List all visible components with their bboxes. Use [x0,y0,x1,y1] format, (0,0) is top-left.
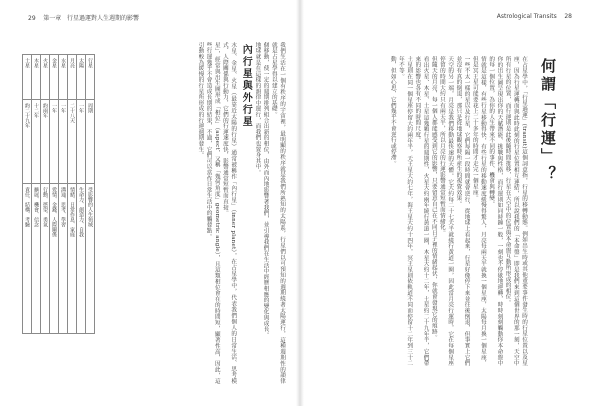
table-row [23,183,95,333]
right-paragraph: 情就是這樣，有些行星移動得快，有些行星的移動速度緩慢得驚人，月亮每兩天半就換一個星座，太陽每月換一個星座，但是冥王星可能要花上二十多年的時間才走完一個星座。 [471,56,486,366]
right-paragraph: 看出火星、木星、土星這幾顆行星的週期性，火星大約兩年繞行黃道一圈，木星大約十二年，土星約二十九年半，它們帶來的影響也各有不同的時間尺度。 [414,56,429,366]
right-paragraph: 天空的另一端，月亮是我們移動最快速的天體。它大約每二十七天半就繞行黃道一圈，因此當月亮行運時，它在每個星座停留的時間大約只有兩天半，所以月亮的行運影響通常短暫而情緒化。 [438,56,454,366]
table-cell: 土星 [23,55,32,100]
table-cell: 生命力、創造力、自我 [77,183,86,333]
table-cell: 木星 [32,55,41,100]
right-page-header [497,13,572,20]
table-cell: 火星 [41,55,50,100]
chapter-title: 行星過運對人生週期的影響 [67,15,140,22]
table-cell: 十二年 [32,99,41,183]
left-paragraph: 個移動，使一定的週期排列組合出新的相位，由外而內地影響著我們，並引導我們在生活中經歷相應的變化與成長。 [262,42,269,338]
right-paragraph: 一些不太一樣的星以及行星，它們每隔一段時間就會逆行，從地球上看起來，行星好像停下來並往後倒退，但事實上它們並沒有真的倒退，那只是從地球觀察時所產生的視覺效果。 [455,56,470,366]
table-cell: 約兩年 [41,99,50,183]
table-cell: 一年 [77,99,86,183]
table-cell: 一年 [50,99,59,183]
table-cell: 責任、結構、考驗 [23,183,32,333]
table-cell: 愛情、金錢、人際關係 [50,183,59,333]
table-cell: 約二十九年 [23,99,32,183]
section-heading: 內行星與外行星 [240,44,252,128]
right-paragraph: 在占星學中，「行星過運」(transit)這個詞意指，行星的移轉動態。例如出生時或其他重要事件發生時的行星位置以及星座，因為行星運轉而與此時此刻的行星位置相互連結，所以說我們的「本命盤」即是我們來到這個世界的那一刻，天空中所有行星的位置，而行運則是此後隨時間推移，行星在天空中的位置與本命盤互動所形成的相位。 [504,56,527,366]
left-page-header [28,13,139,22]
book-title: Astrological Transits [496,13,557,20]
section-paragraph: 水星、金星、火星（最靠近太陽的行星）通常被稱作「內行星」（inner planet），在占星學中，代表我們個人的日常生活、思考模式、人際關係與行動力，它們的行運速度快，影響通常短暫而直接。 [221,42,237,384]
table-cell: 情緒、日常作息、家庭 [68,183,77,333]
table-row [23,55,95,100]
table-cell: 金星 [50,55,59,100]
right-paragraph: 但隨天的月亮，每一個人都能感受到它的影響，只要留意自己在不同日子裡的情緒起伏，你就會發現它的痕跡。 [430,56,437,341]
table-cell: 水星 [59,55,68,100]
right-page-body [330,56,528,366]
right-page-number: 28 [564,13,572,20]
right-paragraph: 土星則在同一個星座停留大約兩年半，天王星大約七年，海王星大約十四年，冥王星則依軌道不同而停留十二年到三十二年不等。 [397,56,413,366]
table-cell: 太陽 [77,55,86,100]
table-header-cell: 受影響的人生領域 [86,183,95,333]
table-row [23,99,95,183]
table-cell: 擴展、機會、信念 [32,183,41,333]
left-paragraph: 地球就是在這樣的韻律中運行，而我們也置身其中。 [254,42,261,176]
table-header-cell: 行星 [86,55,95,100]
right-paragraph: 你的出生圖呈現出你的天賦潛能、挑戰與性格，而行運則如同時鐘一般，一刻也不停歇地運轉，時時刻刻觸動你本命盤中的每一個位置，為你的人生帶來不同的事件、機會與轉變。 [488,56,503,366]
left-paragraph: 我們生活在一個有秩序的宇宙裡，最明顯的秩序就是我們所熟知的太陽系，行星們以可預知的週期繞著太陽運行，這種週期性的韻律就是占星學得以建立的基礎。 [270,42,285,384]
table-cell: 一年 [59,99,68,183]
right-page [300,0,600,406]
left-page-body [100,42,286,384]
section-paragraph: 星」，經常與出生圖形成「相位」（aspect，又稱「幾何角度」geometric angle），且這類相位會在的時間短，顯著性高，因此，這些行運幾乎不會造成長期的結果，不過，它們可以當作日常生活中的觸發點。 [205,42,220,384]
section-paragraph: 引動較為緩慢的行星所形成的行運週期發生。 [197,42,204,158]
table-cell: 二十八天 [68,99,77,183]
page-title: 何謂「行運」？ [539,58,557,184]
table-cell: 行動、慾望、勇氣 [41,183,50,333]
planet-cycle-table [22,54,95,334]
table-cell: 溝通、思考、學習 [59,183,68,333]
right-paragraph: 動，但如心思，它們幾乎不會逆行或停滯。 [389,56,396,167]
chapter-label: 第一章 [43,15,62,22]
table-cell: 月亮 [68,55,77,100]
table-header-cell: 周期 [86,99,95,183]
left-page-number: 29 [28,15,36,22]
